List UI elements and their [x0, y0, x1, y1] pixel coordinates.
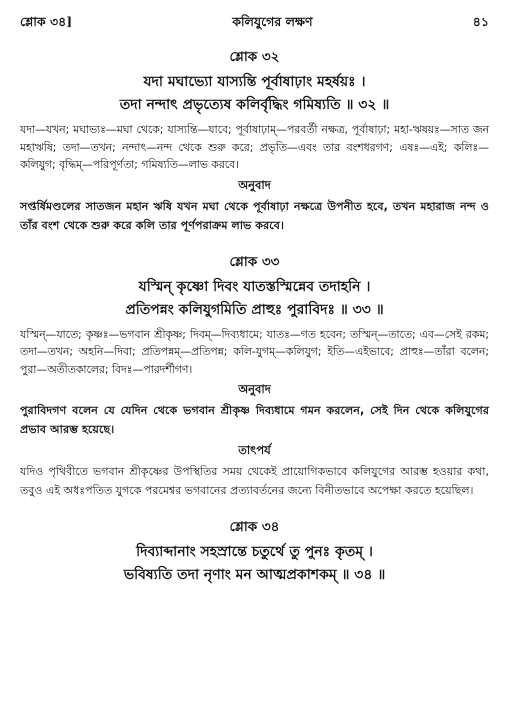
translation-text: পুরাবিদগণ বলেন যে যেদিন থেকে ভগবান শ্রীকৃষ্ণ দিব্যধামে গমন করলেন, সেই দিন থেকে কলিযুগের প্রভাব আরম্ভ হয়েছে। — [20, 404, 489, 436]
running-header — [20, 14, 489, 34]
sanskrit-line: ভবিষ্যতি তদা নৃণাং মন আত্মপ্রকাশকম্ ॥ ৩৪ ॥ — [123, 567, 386, 583]
verse-heading: শ্লোক ৩২ — [229, 49, 280, 65]
purport-text: যদিও পৃথিবীতে ভগবান শ্রীকৃষ্ণের উপস্থিতির সময় থেকেই প্রায়োগিকভাবে কলিযুগের আরম্ভ হওয়ার কথা, তবুও এই অধঃপতিত যুগকে পরমেশ্বর ভগবানের প্রত্যাবর্তনের জন্যে বিনীতভাবে অপেক্ষা করতে হয়েছিল। — [20, 465, 489, 497]
word-meanings: যদা—যখন; মঘাভ্যঃ—মঘা থেকে; যাস্যন্তি—যাবে; পূর্বাষাঢ়াম্—পরবর্তী নক্ষত্র, পূর্বাষাঢ়া; মহা-ঋষয়ঃ—সাত জন মহাঋষি; তদা—তখন; নন্দাৎ—নন্দ থেকে শুরু করে; প্রভৃতি—এবং তার বংশধরগণ; এষঃ—এই; কলিঃ—কলিযুগ; বৃদ্ধিম্—পরিপূর্ণতা; গমিষ্যতি—লাভ করবে। — [20, 123, 489, 171]
verse-heading: শ্লোক ৩৩ — [229, 253, 280, 270]
verse-heading: শ্লোক ৩৪ — [229, 519, 280, 535]
sanskrit-line: প্রতিপন্নং কলিযুগমিতি প্রাহুঃ পুরাবিদঃ ॥ ৩৩ ॥ — [125, 301, 384, 318]
translation-label: অনুবাদ — [238, 382, 271, 396]
sanskrit-line: যদা মঘাভ্যো যাস্যন্তি পূর্বাষাঢ়াং মহর্ষয়ঃ । — [143, 74, 366, 90]
header-verse-ref: শ্লোক ৩৪] — [20, 14, 73, 29]
header-chapter-title: কলিযুগের লক্ষণ — [232, 14, 313, 29]
purport-label: তাৎপর্য — [238, 443, 271, 457]
translation-label: অনুবাদ — [238, 177, 271, 192]
sanskrit-line: তদা নন্দাৎ প্রভৃত্যেষ কলির্বৃদ্ধিং গমিষ্যতি ॥ ৩২ ॥ — [119, 97, 390, 113]
verse-section-34 — [20, 516, 489, 587]
verse-section-32 — [20, 46, 489, 235]
verse-section-33 — [20, 251, 489, 501]
translation-text: সপ্তর্ষিমণ্ডলের সাতজন মহান ঋষি যখন মঘা থেকে পূর্বাষাঢ়া নক্ষত্রে উপনীত হবে, তখন মহারাজ নন্দ ও তাঁর বংশ থেকে শুরু করে কলি তার পূর্ণপরাক্রম লাভ করবে। — [20, 199, 489, 232]
sanskrit-line: যস্মিন্ কৃষ্ণো দিবং যাতস্তস্মিন্নেব তদাহনি । — [138, 278, 371, 295]
header-page-number: ৪১ — [472, 14, 489, 29]
word-meanings: যস্মিন্—যাতে; কৃষ্ণঃ—ভগবান শ্রীকৃষ্ণ; দিবম্—দিব্যধামে; যাতঃ—গত হবেন; তস্মিন্—তাতে; এব—সেই রকম; তদা—তখন; অহনি—দিবা; প্রতিপন্নম্—প্রতিপন্ন; কলি-যুগম্—কলিযুগ; ইতি—এইভাবে; প্রাহুঃ—তাঁরা বলেন; পুরা—অতীতকালের; বিদঃ—পারদর্শীগণ। — [20, 327, 489, 376]
sanskrit-line: দিব্যাব্দানাং সহস্রান্তে চতুর্থে তু পুনঃ কৃতম্ । — [136, 544, 373, 560]
